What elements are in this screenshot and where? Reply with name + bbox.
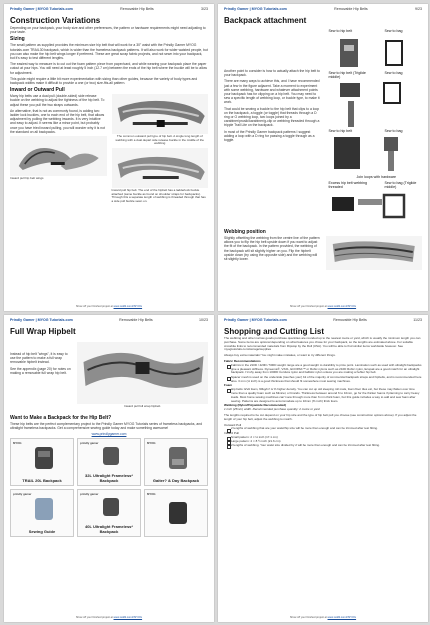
header-doc-title: Removable Hip Belts xyxy=(333,318,367,322)
page-header xyxy=(224,318,422,325)
foam-heading: Foam xyxy=(224,383,233,388)
inout-paragraph-1: Many hip belts use a dual pull (double-sided) side release buckle on the webbing to adjust the tightness of the hip belt. To adjust these you pull the two straps outwards. xyxy=(10,94,105,107)
cover-tag: prindly gamer xyxy=(80,492,99,497)
header-brand: Prindly Gamer | MYOG Tutorials.com xyxy=(10,318,73,322)
cover-tag: prindly gamer xyxy=(13,492,32,497)
list-item: Small pattern: 2 × ⅓ inch (17.1 cm) xyxy=(227,436,422,440)
full-wrap-caption: Inward pull full wrap hipbelt. xyxy=(123,404,162,408)
guide-cover[interactable] xyxy=(144,489,208,537)
intro-text: Depending on your backpack, your body size and other preferences, the pattern or hardware requirements might need adjusting to your taste. xyxy=(10,26,206,35)
attach-paragraph-3: That could be sewing a buckle to the hip belt that clips to a loop on the backpack, a toggle (or toggle) that threads through a D ring or O webbing loop, two loops joined by a carabiner/prusik/karabiner/g-clip or webbing threaded through a tripple Trail Lite on the backpack. xyxy=(224,106,320,128)
cover-title: Sewing Guide xyxy=(28,528,56,534)
header-doc-title: Removable Hip Belts xyxy=(334,7,368,11)
outward-pull-photo xyxy=(112,94,209,134)
header-brand: Prindly Gamer | MYOG Tutorials.com xyxy=(224,7,287,11)
cover-title: 32L Ultralight Frameless* Backpack xyxy=(85,473,133,483)
guide-cover[interactable] xyxy=(77,438,141,486)
inward-pull-caption: Inward pull hip belt wings xyxy=(10,176,44,181)
list-item: 2 lengths of webbing that are your waist/hip size will be more than enough and can be trimmed after test fitting. xyxy=(227,427,422,431)
webbing-heading: Webbing (Nylon/Polyamide Recommended) xyxy=(224,403,286,408)
page-9 xyxy=(218,4,428,311)
label-sew-to-hip-belt-2: Sew to hip belt xyxy=(328,129,353,133)
page-footer xyxy=(224,305,422,308)
full-wrap-hipbelt-icon xyxy=(77,342,208,404)
page-body xyxy=(224,327,422,612)
webbing-position-photo xyxy=(326,236,423,270)
attach-paragraph-4: In most of the Prindly Gamer backpack patterns I suggest adding a loop with a D ring for passing a toggle through as a toggle. xyxy=(224,129,315,143)
cover-tag: prindly gamer xyxy=(80,441,99,446)
label-sew-to-hip-belt-1: Sew to hip belt xyxy=(328,29,353,33)
cover-title: Gaiter? & Day Backpack xyxy=(152,477,200,483)
full-wrap-photo xyxy=(77,342,208,404)
guide-cover[interactable] xyxy=(77,489,141,537)
cover-title: TRAIL 20L Backpack xyxy=(22,477,62,483)
hip-belt-inward-icon xyxy=(112,148,209,188)
label-sew-to-bag-3: Sew to bag xyxy=(384,129,403,133)
footer-text: Show off your finished project at xyxy=(289,616,327,619)
inward-list xyxy=(224,436,422,449)
page-10 xyxy=(4,315,214,622)
footer-link[interactable]: www.reddit.com/r/MYOG xyxy=(327,305,357,308)
page-footer xyxy=(224,616,422,619)
full-wrap-paragraph-2: See the appendix (page 20) for notes on making a removable full wrap hip belt. xyxy=(10,366,71,375)
attach-paragraph-1: Another point to consider is how to actually attach the hip belt to your backpack. xyxy=(224,69,320,78)
fabric-list xyxy=(224,364,422,384)
list-item: Fabrics in the 210D / 420D / 500D weight range are a good weight to durability to price point. Lamination such as used with ultralight backpacks give a pleasant stiffness. Dyneema®, VX21, ECOPAK™ or Robic nylons such as 210D Robic nylon, Ecopak are a good match for an ultralight backpack. I'd shy away from 1000D Cordura nylon and ballistic nylon unless you are making a heftier hip belt. xyxy=(227,364,422,375)
backpack-icon xyxy=(96,445,126,467)
hip-belt-webbing-icon xyxy=(326,236,423,270)
inout-paragraph-2: An alternative, that is not as commonly found, is adding two ladder lock buckles, one to each end of the hip belt, that allows adjustment by pulling the webbing inwards. It is very intuitive and easy to adjust. It seems like a minor point, but probably once you have tried inward pulling, you will wonder why it is not the standard on all backpacks. xyxy=(10,108,105,134)
fabric-heading: Fabric Recommendations xyxy=(224,358,261,363)
page-title: Construction Variations xyxy=(10,16,101,25)
page-title: Shopping and Cutting List xyxy=(224,327,324,336)
inward-pull-photo xyxy=(10,136,107,176)
list-item: Hip belts: EVA foam, 90kg/m³ is % higher density. You can cut up old sleeping roll mats, foam floor tiles etc, but these may flatten over time more than a quality foam such as Minicel, or brands. Thickness between around 6 to 10mm, go for the thicker foams if planning to carry heavy loads. Most home sewing machines can't sew through more than 6 mm thick foam, but this guide includes a way to add and sew foam after sewing. Patterns are designed to accommodate up to 10mm (% inch) thick foam. xyxy=(227,388,422,403)
page-body xyxy=(10,16,208,301)
foam-list xyxy=(224,388,422,403)
label-excess-webbing: Excess hip belt webbing threaded xyxy=(328,181,374,189)
outward-list xyxy=(224,427,422,431)
cover-title: 40L Ultralight Frameless* Backpack xyxy=(85,524,133,534)
page-header xyxy=(224,7,422,14)
backpack-icon xyxy=(29,496,59,522)
attach-paragraph-2: There are many ways to achieve this, and I have recommended just a few in the figure adjacent. Take a moment to experiment with some webbing, hardware and whatever attachment points your backpack has for clipping on a hip belt. You may need to sew a specific length of webbing loop, or buckle type, to make it work. xyxy=(224,79,320,105)
prindly-gamer-link[interactable]: www.prindlygamer.com xyxy=(91,432,127,436)
header-page-number: 10/23 xyxy=(198,318,208,322)
footer-text: Show off your finished project at xyxy=(75,305,113,308)
cover-tag: MYOG xyxy=(147,441,156,446)
cover-tag: MYOG xyxy=(13,441,22,446)
footer-link[interactable]: www.reddit.com/r/MYOG xyxy=(113,616,143,619)
page-body xyxy=(10,327,208,612)
label-join-loops: Join loops with hardware xyxy=(356,175,397,179)
shopping-note: Always buy extra materials! You might make mistakes, or want to try different things. xyxy=(224,353,336,358)
footer-link[interactable]: www.reddit.com/r/MYOG xyxy=(113,305,143,308)
footer-text: Show off your finished project at xyxy=(289,305,327,308)
page-3 xyxy=(4,4,214,311)
header-doc-title: Removable Hip Belts xyxy=(119,318,153,322)
inward-pull-photo-2 xyxy=(112,148,209,188)
page-footer xyxy=(10,305,208,308)
backpack-icon xyxy=(96,496,126,518)
header-page-number: 3/23 xyxy=(200,7,208,11)
attachment-diagram xyxy=(326,27,423,227)
list-item: Spacer mesh is used on the underside (touches your) bit of the majority of commercial backpack straps and hipbelts, and is recommended here also. 3 mm (⅛ inch) is a good thickness that should fit somewhere most sewing machines. xyxy=(227,376,422,384)
inout-heading: Inward or Outward Pull xyxy=(10,87,65,94)
cover-tag: MYOG xyxy=(147,492,156,497)
label-sew-to-bag-triglide: Sew to bag (Triglide middle) xyxy=(384,181,424,189)
list-item: 2 lengths of webbing. Your waist size divided by 2 will be more than enough and can be trimmed after test fitting. xyxy=(227,444,422,448)
label-sew-to-hip-belt-triglide: Sew to hip belt (Triglide middle) xyxy=(328,71,370,79)
sizing-paragraph-1: The small pattern as supplied provides the minimum size hip belt that will work for a 30" waist with the Prindly Gamer MYOG tutorials.com TRAIL30 backpack, which is wider than the frameless backpack patterns. It will also work for wider waisted people, but you can also make the hip belt wings longer if preferred. These are great scrap fabric projects, and not sewn into your backpack, but it's easy to test different lengths. xyxy=(10,43,208,61)
shopping-intro: The webbing and other narrow goods purchase quantities are rounded up to the nearest metre or yard, which is usually the minimum length you can purchase. Some items are optional depending on what features you chose for your backpack, so the lengths are estimated above. For suitable crossbite links to recommended materials from Ripstop by the Roll (USA). You will be able to find similar items worldwide however. See myogtutorials.com/storage/supplies xyxy=(224,336,421,352)
guide-cover[interactable] xyxy=(10,438,74,486)
page-header xyxy=(10,318,208,325)
backpack-icon xyxy=(163,500,193,526)
guide-cover[interactable] xyxy=(144,438,208,486)
full-wrap-paragraph-1: Instead of hip belt "wings", it is easy to use the pattern to make a full wrap removable hipbelt instead. xyxy=(10,352,68,365)
hip-belt-outward-icon xyxy=(112,94,209,134)
backpack-icon xyxy=(163,445,193,471)
hip-belt-wings-icon xyxy=(10,136,107,176)
inward-pull-heading: Inward Pull xyxy=(224,430,239,435)
label-sew-to-bag-1: Sew to bag xyxy=(384,29,403,33)
backpack-icon xyxy=(29,445,59,471)
page-header xyxy=(10,7,208,14)
guide-cover[interactable] xyxy=(10,489,74,537)
inward-pull-caption-2: Inward pull hip belt. The end of the hipbelt has a ladderlock buckle attached (same buckle as found on shoulder straps for backpacks). Through this a separate length of webbing is threaded through that has a side pull buckle sewn on. xyxy=(111,188,206,203)
list-item: Large pattern: 2 × 8 ½ inch (21.6 cm) xyxy=(227,440,422,444)
page-title: Backpack attachment xyxy=(224,16,307,25)
page-body xyxy=(224,16,422,301)
guide-covers-grid xyxy=(10,438,208,537)
sizing-heading: Sizing xyxy=(10,36,25,43)
webbing-paragraph: The lengths required to be cut depend on your hip size and the type of hip belt pull you choose (see construction options above). If you adjust the length of your hip belt, adjust the webbing to match. xyxy=(224,412,417,421)
label-sew-to-bag-2: Sew to bag xyxy=(384,71,403,75)
header-doc-title: Removable Hip Belts xyxy=(120,7,154,11)
header-brand: Prindly Gamer | MYOG Tutorials.com xyxy=(10,7,73,11)
sizing-paragraph-3: This guide might require a little bit more experimentation with sizing than other guides, because the variety of body types and backpack widths make it difficult to provide a one (or two) size-fits-all pattern. xyxy=(10,76,198,86)
header-brand: Prindly Gamer | MYOG Tutorials.com xyxy=(224,318,287,322)
page-title: Full Wrap Hipbelt xyxy=(10,327,76,336)
webbing-position-heading: Webbing position xyxy=(224,229,266,235)
page-footer xyxy=(10,616,208,619)
footer-text: Show off your finished project at xyxy=(75,616,113,619)
outward-pull-caption: The common outward pull type of hip belt. A single long length of webbing with a dual depart side release buckle in the middle of the webbing xyxy=(115,134,204,146)
attachment-hardware-icon xyxy=(326,27,426,227)
want-backpack-paragraph: These hip belts are the perfect complementary project to the Prindly Gamer MYOG Tutorials series of frameless backpacks, and ultralight frameless backpacks. Get a comprehensive sewing guide today and make something awesome! xyxy=(10,421,203,430)
webbing-position-paragraph: Slightly offsetting the webbing from the centre line of the pattern allows you to flip the hip belt upside down if you want to adjust the fit of the backpack. In the pattern provided, the webbing of the backpack will sit slightly higher on you. Flip the hipbelt upside down (try using the opposite side) and the webbing will sit slightly lower. xyxy=(224,236,320,262)
want-backpack-heading: Want to Make a Backpack for the Hip Belt? xyxy=(10,414,112,421)
page-11 xyxy=(218,315,428,622)
sizing-paragraph-2: The easiest way to measure is to cut out the foam pattern piece from paper/card, and while wearing your backpack place the paper cutout at your hips. You will need at least roughly 5 inch (12.7 cm) between the ends of the hip belt where the buckle will be to allow for adjustment. xyxy=(10,62,207,75)
header-page-number: 11/23 xyxy=(413,318,422,322)
outward-pull-heading: Outward Pull xyxy=(224,422,242,427)
header-page-number: 9/23 xyxy=(414,7,422,11)
footer-link[interactable]: www.reddit.com/r/MYOG xyxy=(327,616,357,619)
webbing-subheading: 1 inch (25mm) width. Recommended purchase quantity: 2 metre or yard xyxy=(224,407,320,412)
